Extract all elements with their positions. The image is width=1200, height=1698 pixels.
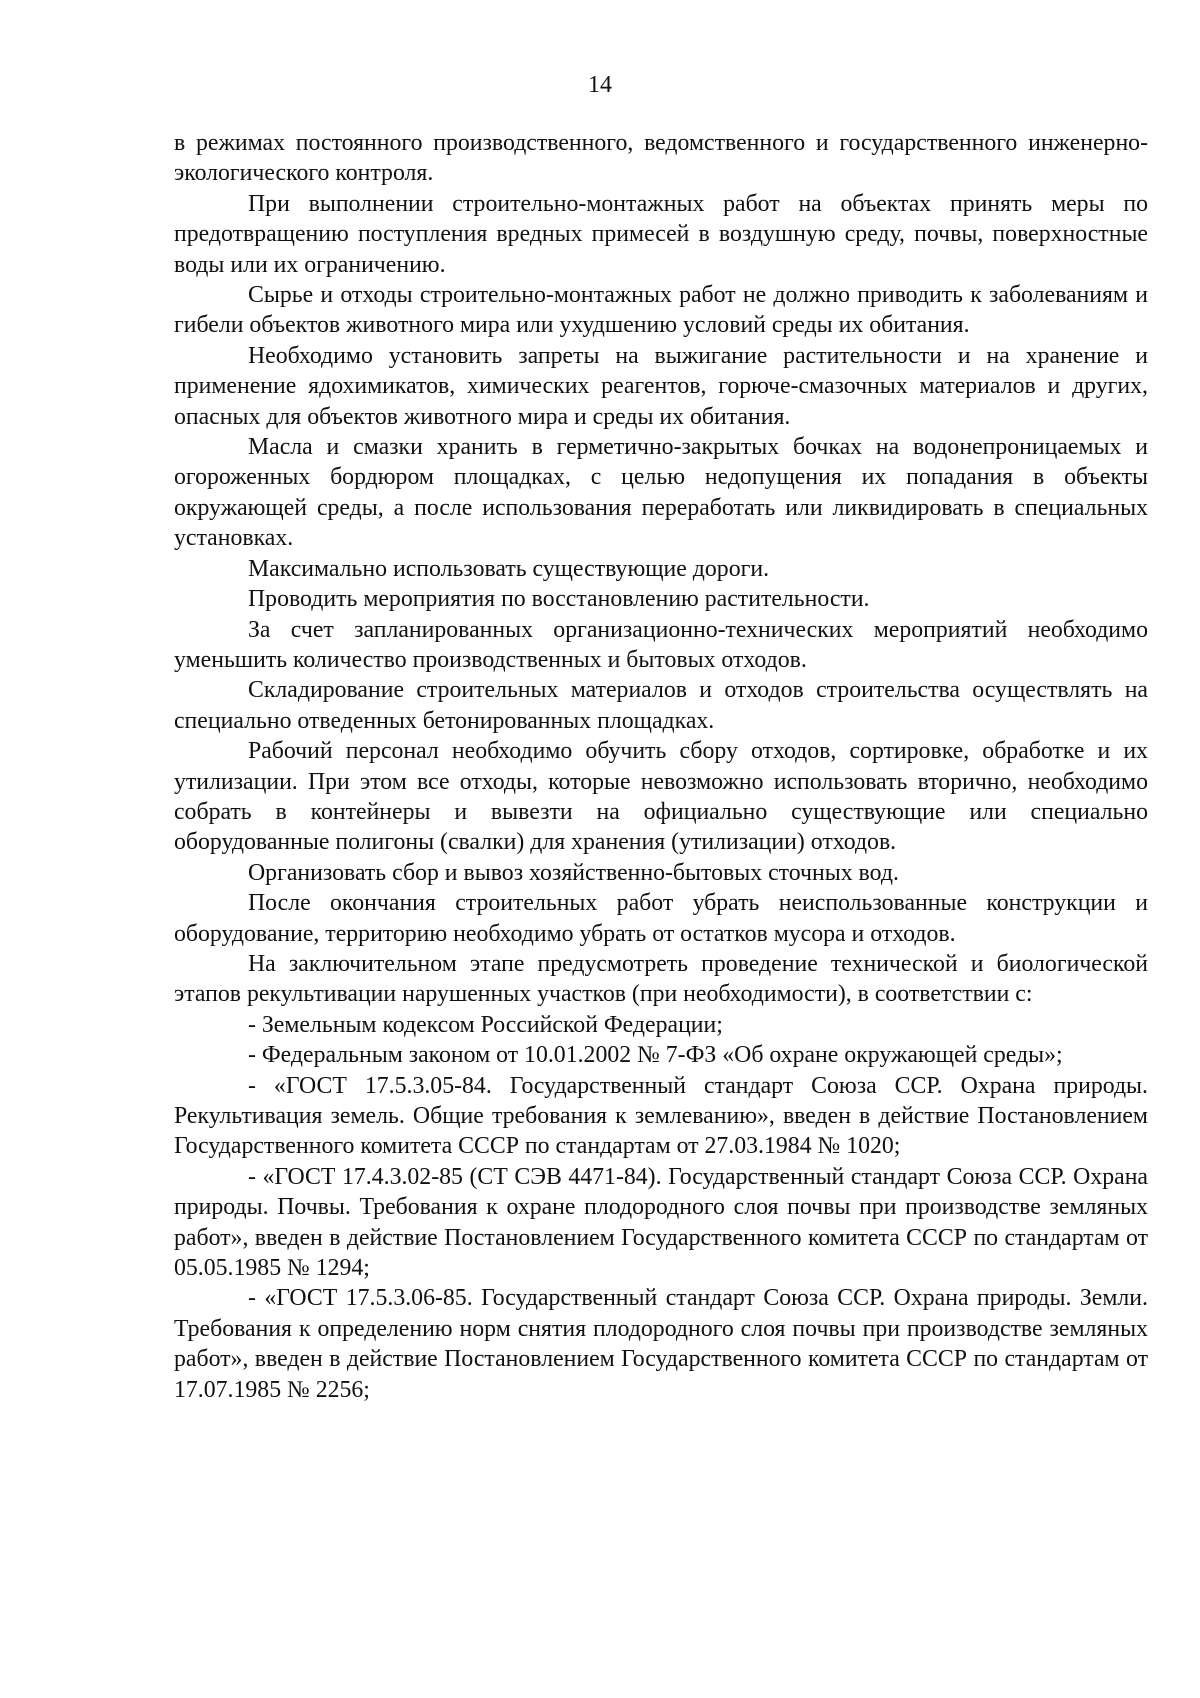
document-body [174,128,1148,1405]
list-item-land-code: - Земельным кодексом Российской Федерации; [248,1011,723,1038]
page-number: 14 [588,72,612,98]
paragraph-vegetation-restoration: Проводить мероприятия по восстановлению растительности. [248,586,870,613]
paragraph-monitoring-regimes: в режимах постоянного производственного, ведомственного и государственного инженерно-экологического контроля. [174,130,1148,187]
paragraph-existing-roads: Максимально использовать существующие дороги. [248,555,770,582]
list-item-gost-17-5-3-05-84: - «ГОСТ 17.5.3.05-84. Государственный стандарт Союза ССР. Охрана природы. Рекультивация земель. Общие требования к землеванию», введен в действие Постановлением Государственного комитета СССР по стандартам от 27.03.1984 № 1020; [174,1072,1148,1160]
paragraph-recultivation: На заключительном этапе предусмотреть проведение технической и биологической этапов рекультивации нарушенных участков (при необходимости), в соответствии с: [174,950,1148,1008]
list-item-gost-17-4-3-02-85: - «ГОСТ 17.4.3.02-85 (СТ СЭВ 4471-84). Государственный стандарт Союза ССР. Охрана природы. Почвы. Требования к охране плодородного слоя почвы при производстве земляных работ», введен в действие Постановлением Государственного комитета СССР по стандартам от 05.05.1985 № 1294; [174,1163,1148,1282]
paragraph-waste-reduction: За счет запланированных организационно-технических мероприятий необходимо уменьшить количество производственных и бытовых отходов. [174,616,1148,673]
paragraph-raw-materials-waste: Сырье и отходы строительно-монтажных работ не должно приводить к заболеваниям и гибели объектов животного мира или ухудшению условий среды их обитания. [174,282,1148,339]
paragraph-staff-training: Рабочий персонал необходимо обучить сбору отходов, сортировке, обработке и их утилизации. При этом все отходы, которые невозможно использовать вторично, необходимо собрать в контейнеры и вывезти на официально существующие или специально оборудованные полигоны (свалки) для хранения (утилизации) отходов. [174,738,1148,856]
paragraph-sewage-removal: Организовать сбор и вывоз хозяйственно-бытовых сточных вод. [248,859,899,886]
paragraph-pollution-prevention: При выполнении строительно-монтажных работ на объектах принять меры по предотвращению поступления вредных примесей в воздушную среду, почвы, поверхностные воды или их ограничению. [174,190,1148,278]
paragraph-oil-storage: Масла и смазки хранить в герметично-закрытых бочках на водонепроницаемых и огороженных бордюром площадках, с целью недопущения их попадания в объекты окружающей среды, а после использования переработать или ликвидировать в специальных установках. [174,434,1148,552]
paragraph-site-cleanup: После окончания строительных работ убрать неиспользованные конструкции и оборудование, территорию необходимо убрать от остатков мусора и отходов. [174,890,1148,947]
paragraph-material-storage: Складирование строительных материалов и отходов строительства осуществлять на специально отведенных бетонированных площадках. [174,677,1148,734]
list-item-gost-17-5-3-06-85: - «ГОСТ 17.5.3.06-85. Государственный стандарт Союза ССР. Охрана природы. Земли. Требования к определению норм снятия плодородного слоя почвы при производстве земляных работ», введен в действие Постановлением Государственного комитета СССР по стандартам от 17.07.1985 № 2256; [174,1285,1148,1403]
list-item-federal-law: - Федеральным законом от 10.01.2002 № 7-ФЗ «Об охране окружающей среды»; [248,1042,1063,1069]
paragraph-burning-bans: Необходимо установить запреты на выжигание растительности и на хранение и применение ядохимикатов, химических реагентов, горюче-смазочных материалов и других, опасных для объектов животного мира и среды их обитания. [174,342,1148,430]
